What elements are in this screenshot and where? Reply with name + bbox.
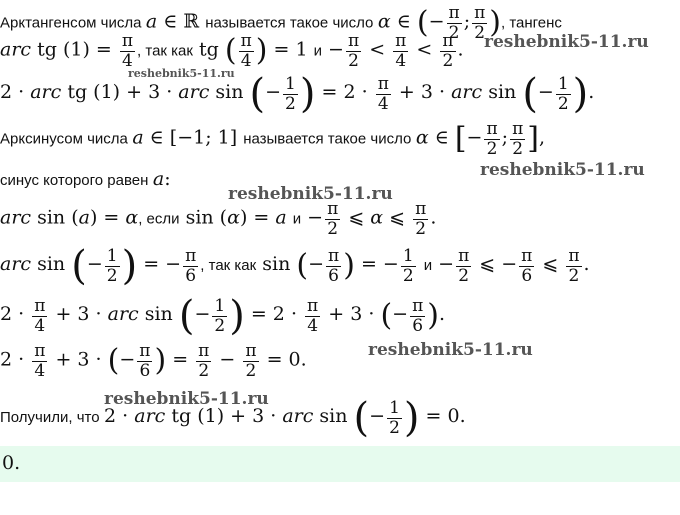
text-since-1: , так как (137, 42, 193, 60)
line-conclusion: Получили, что 2 · arc tg (1) + 3 · arc sin (− $\frac{1}{2}$ ) = 0. (0, 395, 466, 441)
watermark: reshebnik5-11.ru (128, 67, 235, 80)
text-arctg-def-mid: называется такое число (205, 14, 374, 32)
watermark: reshebnik5-11.ru (484, 32, 649, 52)
line-sine-equal: синус которого равен a: (0, 168, 171, 190)
line-substitute: 2 · $\frac{\pi}{4}$ + 3 · arc sin (− $\frac{1}{2}$ ) = 2 · $\frac{\pi}{4}$ + 3 · (− $\frac{\pi}{6}$ ). (0, 293, 446, 339)
line-arcsin-definition: Арксинусом числа a ∈ [−1; 1] называется такое число α ∈ [− $\frac{\pi}{2}$ ; $\frac{\pi}{2}$ ], (0, 119, 546, 159)
watermark: reshebnik5-11.ru (368, 340, 533, 360)
answer-box (0, 446, 680, 482)
watermark: reshebnik5-11.ru (228, 184, 393, 204)
text-and-3: и (423, 257, 433, 275)
text-and-2: и (292, 210, 302, 228)
line-arctg-one: arc tg (1) = $\frac{\pi}{4}$ , так как tg ( $\frac{\pi}{4}$ ) = 1 и − $\frac{\pi}{2}$ < $\frac{\pi}{4}$ < $\frac{\pi}{2}$ . (0, 31, 464, 71)
text-arctg-def-prefix: Арктангенсом числа (0, 14, 142, 32)
text-and-1: и (313, 42, 322, 60)
line-arctg-definition: Арктангенсом числа a ∈ ℝ называется такое число α ∈ (− $\frac{\pi}{2}$ ; $\frac{\pi}{2}$ ), тангенс (0, 3, 562, 43)
line-arcsin-half: arc sin (− $\frac{1}{2}$ ) = − $\frac{\pi}{6}$ , так как sin (− $\frac{\pi}{6}$ ) = − $\frac{1}{2}$ и − $\frac{\pi}{2}$ ⩽ − $\frac{\pi}{6}$ ⩽ $\frac{\pi}{2}$ . (0, 243, 590, 289)
watermark: reshebnik5-11.ru (104, 389, 269, 409)
text-sine-equal: синус которого равен (0, 172, 149, 189)
text-since-2: , так как (200, 257, 257, 275)
answer-value: 0. (2, 452, 21, 474)
line-expression: 2 · arc tg (1) + 3 · arc sin (− $\frac{1}{2}$ ) = 2 · $\frac{\pi}{4}$ + 3 · arc sin (− $\frac{1}{2}$ ). (0, 71, 595, 117)
line-compute: 2 · $\frac{\pi}{4}$ + 3 · (− $\frac{\pi}{6}$ ) = $\frac{\pi}{2}$ − $\frac{\pi}{2}$ = 0. (0, 341, 307, 381)
line-arcsin-a: arc sin (a) = α, если sin (α) = a и − $\frac{\pi}{2}$ ⩽ α ⩽ $\frac{\pi}{2}$ . (0, 199, 437, 239)
text-arctg-def-suffix: , тангенс (501, 14, 562, 32)
watermark: reshebnik5-11.ru (480, 160, 645, 180)
text-arcsin-def-mid: называется такое число (243, 130, 412, 148)
text-arcsin-def-prefix: Арксинусом числа (0, 130, 128, 148)
text-conclusion-prefix: Получили, что (0, 409, 100, 427)
text-if: , если (138, 210, 180, 228)
